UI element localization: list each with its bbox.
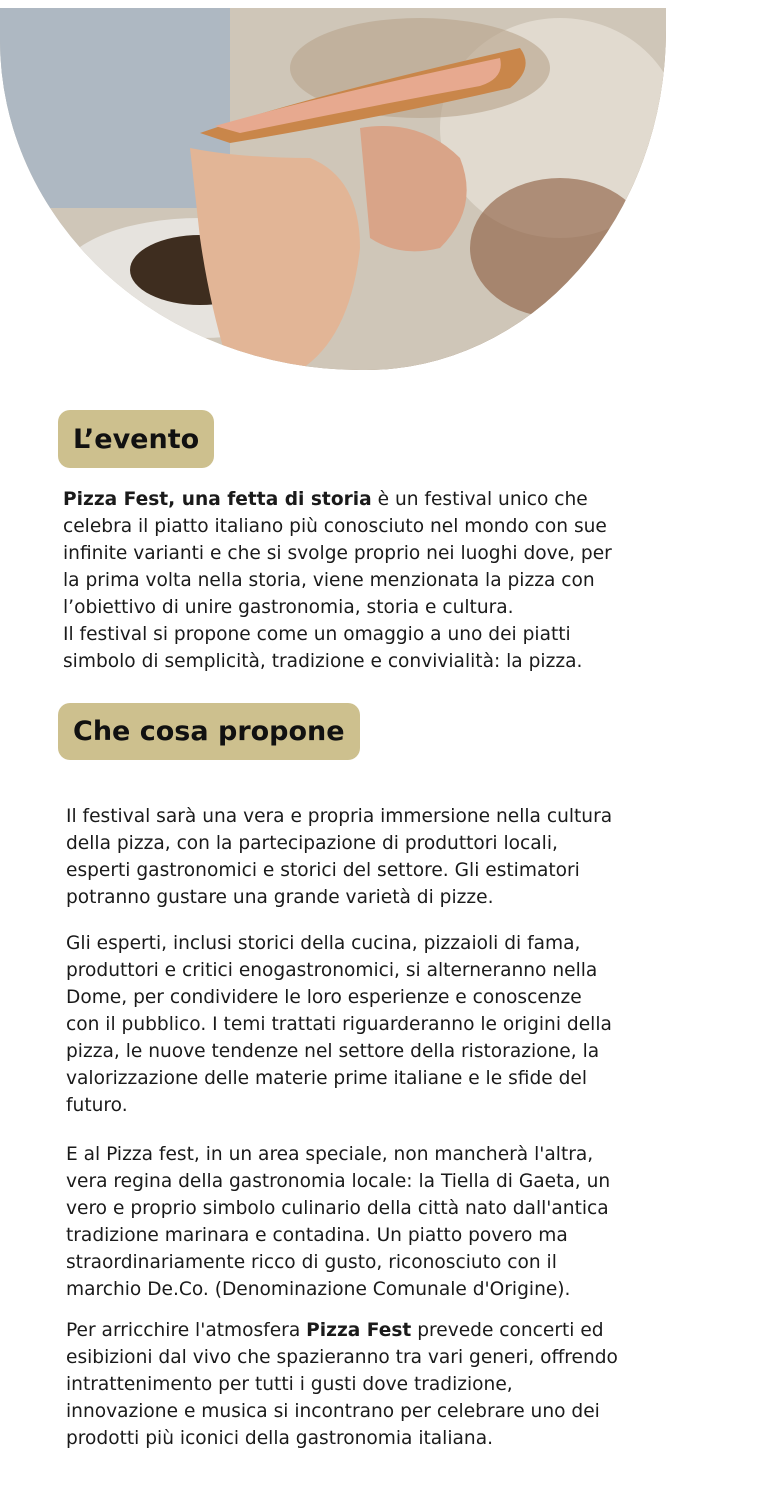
event-intro-bold: Pizza Fest, una fetta di storia: [63, 489, 372, 510]
event-heading-text: L’evento: [73, 423, 200, 455]
offer-para4-start: Per arricchire l'atmosfera: [66, 1320, 307, 1341]
section-heading-event: [58, 410, 214, 468]
hero-photo: [0, 8, 666, 370]
offer-paragraph-4: [66, 1317, 706, 1452]
event-intro-rest: è un festival unico che celebra il piatto italiano più conosciuto nel mondo con sue infinite varianti e che si svolge proprio nei luoghi dove, per la prima volta nella storia, viene menzionata la pizza con l’obiettivo di unire gastronomia, storia e cultura. Il festival si propone come un omaggio a uno dei piatti simbolo di semplicità, tradizione e convivialità: la pizza.: [63, 489, 612, 672]
offer-para4-rest: prevede concerti ed esibizioni dal vivo che spazieranno tra vari generi, offrendo intrattenimento per tutti i gusti dove tradizione, innovazione e musica si incontrano per celebrare uno dei prodotti più iconici della gastronomia italiana.: [66, 1320, 618, 1449]
offer-paragraph-3: E al Pizza fest, in un area speciale, non mancherà l'altra, vera regina della gastronomia locale: la Tiella di Gaeta, un vero e proprio simbolo culinario della città nato dall'antica tradizione marinara e contadina. Un piatto povero ma straordinariamente ricco di gusto, riconosciuto con il marchio De.Co. (Denominazione Comunale d'Origine).: [66, 1144, 611, 1300]
event-description: [63, 486, 703, 675]
offer-paragraph-1: Il festival sarà una vera e propria immersione nella cultura della pizza, con la partecipazione di produttori locali, esperti gastronomici e storici del settore. Gli estimatori potranno gustare una grande varietà di pizze.: [66, 806, 613, 908]
pizza-photo-illustration: [0, 8, 666, 370]
offer-para4-bold: Pizza Fest: [306, 1320, 412, 1341]
section-heading-offer: [58, 703, 360, 760]
offer-paragraph-2: Gli esperti, inclusi storici della cucina, pizzaioli di fama, produttori e critici enogastronomici, si alterneranno nella Dome, per condividere le loro esperienze e conoscenze con il pubblico. I temi trattati riguarderanno le origini della pizza, le nuove tendenze nel settore della ristorazione, la valorizzazione delle materie prime italiane e le sfide del futuro.: [66, 933, 612, 1116]
offer-heading-text: Che cosa propone: [73, 716, 345, 747]
